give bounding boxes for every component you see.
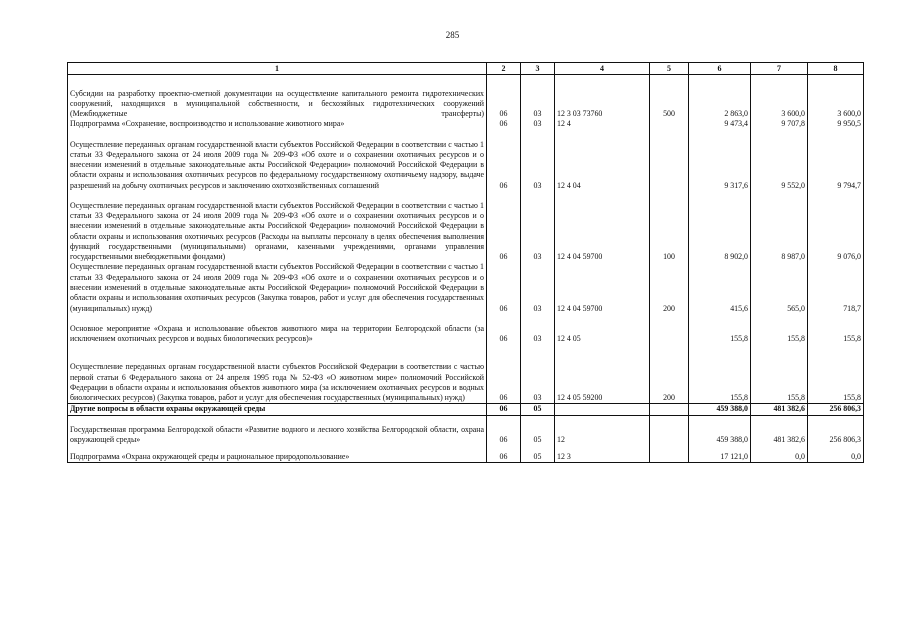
row-amount-1: 2 863,0	[689, 89, 751, 120]
row-razdel: 06	[487, 262, 521, 313]
column-header: 3	[521, 63, 555, 75]
row-target-article: 12	[555, 425, 650, 446]
row-amount-3: 155,8	[808, 324, 864, 345]
row-amount-1: 17 121,0	[689, 452, 751, 463]
row-podrazdel: 03	[521, 119, 555, 129]
row-razdel: 06	[487, 89, 521, 120]
row-description: Подпрограмма «Сохранение, воспроизводство и использование животного мира»	[68, 119, 487, 129]
row-amount-3: 9 794,7	[808, 140, 864, 191]
table-row	[68, 362, 864, 404]
row-amount-2: 565,0	[751, 262, 808, 313]
table-row	[68, 425, 864, 446]
row-podrazdel: 03	[521, 89, 555, 120]
row-amount-1: 8 902,0	[689, 201, 751, 263]
row-expense-type	[650, 324, 689, 345]
row-description: Осуществление переданных органам государственной власти субъектов Российской Федерации в соответствии с частью 1 статьи 33 Федерального закона от 24 июля 2009 года № 209-ФЗ «Об охоте и о сохранении охотничьих ресурсов и о внесении изменений в отдельные законодательные акты Российской Федерации» полномочий Российской Федерации в области охраны и использования охотничьих ресурсов (Расходы на выплаты персоналу в целях обеспечения выполнения функций государственными (муниципальными) органами, казенными учреждениями, органами управления государственными внебюджетными фондами)	[68, 201, 487, 263]
row-description: Подпрограмма «Охрана окружающей среды и рациональное природопользование»	[68, 452, 487, 463]
budget-table	[67, 62, 864, 463]
row-target-article: 12 4 04 59700	[555, 262, 650, 313]
row-expense-type	[650, 452, 689, 463]
table-row	[68, 262, 864, 313]
row-expense-type: 100	[650, 201, 689, 263]
row-target-article	[555, 404, 650, 415]
row-expense-type: 200	[650, 262, 689, 313]
column-header: 8	[808, 63, 864, 75]
row-razdel: 06	[487, 452, 521, 463]
row-target-article: 12 3 03 73760	[555, 89, 650, 120]
row-podrazdel: 03	[521, 324, 555, 345]
row-podrazdel: 03	[521, 362, 555, 404]
row-amount-3: 155,8	[808, 362, 864, 404]
row-description: Основное мероприятие «Охрана и использование объектов животного мира на территории Белгородской области (за исключением охотничьих ресурсов и водных биологических ресурсов)»	[68, 324, 487, 345]
row-razdel: 06	[487, 119, 521, 129]
row-razdel: 06	[487, 140, 521, 191]
column-header: 5	[650, 63, 689, 75]
row-expense-type	[650, 404, 689, 415]
table-row	[68, 452, 864, 463]
row-amount-3: 0,0	[808, 452, 864, 463]
row-amount-2: 3 600,0	[751, 89, 808, 120]
row-amount-3: 3 600,0	[808, 89, 864, 120]
row-amount-2: 0,0	[751, 452, 808, 463]
row-amount-3: 9 950,5	[808, 119, 864, 129]
row-podrazdel: 05	[521, 404, 555, 415]
row-target-article: 12 4 04 59700	[555, 201, 650, 263]
row-description: Осуществление переданных органам государственной власти субъектов Российской Федерации в соответствии с частью 1 статьи 33 Федерального закона от 24 июля 2009 года № 209-ФЗ «Об охоте и о сохранении охотничьих ресурсов и о внесении изменений в отдельные законодательные акты Российской Федерации» полномочий Российской Федерации в области охраны и использования охотничьих ресурсов по федеральному государственному охотничьему надзору, выдаче разрешений на добычу охотничьих ресурсов и заключению охотхозяйственных соглашений	[68, 140, 487, 191]
row-expense-type	[650, 119, 689, 129]
row-podrazdel: 05	[521, 452, 555, 463]
row-razdel: 06	[487, 404, 521, 415]
row-podrazdel: 03	[521, 140, 555, 191]
column-header: 6	[689, 63, 751, 75]
row-amount-3: 256 806,3	[808, 425, 864, 446]
table-row	[68, 324, 864, 345]
row-razdel: 06	[487, 425, 521, 446]
row-amount-1: 155,8	[689, 362, 751, 404]
row-amount-2: 155,8	[751, 324, 808, 345]
row-amount-2: 9 552,0	[751, 140, 808, 191]
row-target-article: 12 4 05 59200	[555, 362, 650, 404]
row-amount-2: 9 707,8	[751, 119, 808, 129]
row-amount-2: 155,8	[751, 362, 808, 404]
row-expense-type: 200	[650, 362, 689, 404]
row-target-article: 12 3	[555, 452, 650, 463]
row-amount-2: 481 382,6	[751, 404, 808, 415]
row-amount-1: 9 473,4	[689, 119, 751, 129]
row-expense-type	[650, 425, 689, 446]
row-podrazdel: 05	[521, 425, 555, 446]
column-header: 2	[487, 63, 521, 75]
row-amount-3: 718,7	[808, 262, 864, 313]
row-description: Осуществление переданных органам государственной власти субъектов Российской Федерации в соответствии с частью первой статьи 6 Федерального закона от 24 апреля 1995 года № 52-ФЗ «О животном мире» полномочий Российской Федерации в области охраны и использования объектов животного мира (за исключением охотничьих ресурсов и водных биологических ресурсов) (Закупка товаров, работ и услуг для обеспечения государственных (муниципальных) нужд)	[68, 362, 487, 404]
row-description: Другие вопросы в области охраны окружающей среды	[68, 404, 487, 415]
table-row	[68, 89, 864, 120]
column-header: 4	[555, 63, 650, 75]
row-expense-type: 500	[650, 89, 689, 120]
row-description: Субсидии на разработку проектно-сметной документации на осуществление капитального ремонта гидротехнических сооружений, находящихся в муниципальной собственности, и бесхозяйных гидротехнических сооружений (Межбюджетные трансферты)	[68, 89, 487, 120]
row-amount-1: 9 317,6	[689, 140, 751, 191]
header-row	[68, 63, 864, 75]
table-row-total	[68, 404, 864, 415]
row-amount-3: 256 806,3	[808, 404, 864, 415]
row-target-article: 12 4 05	[555, 324, 650, 345]
row-amount-1: 415,6	[689, 262, 751, 313]
column-header: 7	[751, 63, 808, 75]
row-amount-1: 459 388,0	[689, 425, 751, 446]
table-row	[68, 119, 864, 129]
row-amount-2: 481 382,6	[751, 425, 808, 446]
table-row	[68, 140, 864, 191]
row-description: Осуществление переданных органам государственной власти субъектов Российской Федерации в соответствии с частью 1 статьи 33 Федерального закона от 24 июля 2009 года № 209-ФЗ «Об охоте и о сохранении охотничьих ресурсов и о внесении изменений в отдельные законодательные акты Российской Федерации» полномочий Российской Федерации в области охраны и использования охотничьих ресурсов (Закупка товаров, работ и услуг для обеспечения государственных (муниципальных) нужд)	[68, 262, 487, 313]
row-razdel: 06	[487, 324, 521, 345]
row-razdel: 06	[487, 201, 521, 263]
row-podrazdel: 03	[521, 262, 555, 313]
row-podrazdel: 03	[521, 201, 555, 263]
row-amount-1: 155,8	[689, 324, 751, 345]
row-expense-type	[650, 140, 689, 191]
row-description: Государственная программа Белгородской области «Развитие водного и лесного хозяйства Белгородской области, охрана окружающей среды»	[68, 425, 487, 446]
row-amount-1: 459 388,0	[689, 404, 751, 415]
page-number: 285	[445, 30, 460, 40]
row-target-article: 12 4 04	[555, 140, 650, 191]
row-razdel: 06	[487, 362, 521, 404]
row-amount-3: 9 076,0	[808, 201, 864, 263]
row-target-article: 12 4	[555, 119, 650, 129]
row-amount-2: 8 987,0	[751, 201, 808, 263]
table-row	[68, 201, 864, 263]
column-header: 1	[68, 63, 487, 75]
